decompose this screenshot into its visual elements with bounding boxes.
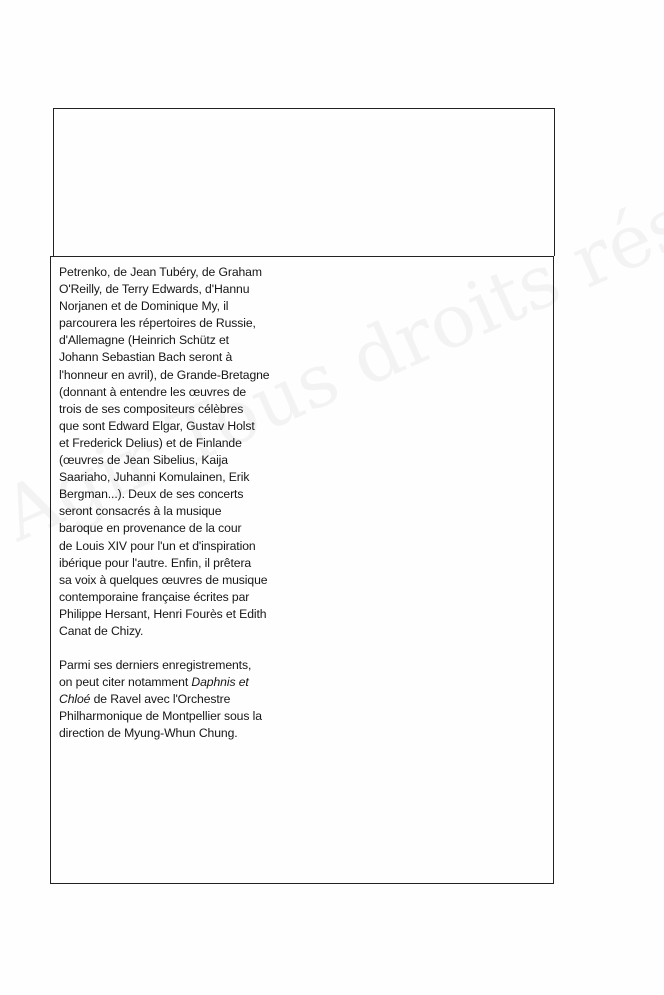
- paragraph-1-line: Saariaho, Juhanni Komulainen, Erik: [59, 470, 250, 485]
- paragraph-1-line: (œuvres de Jean Sibelius, Kaija: [59, 453, 228, 468]
- paragraph-2: [59, 657, 291, 742]
- paragraph-1-line: d'Allemagne (Heinrich Schütz et: [59, 333, 229, 348]
- paragraph-1-line: Norjanen et de Dominique My, il: [59, 299, 229, 314]
- top-frame-box: [53, 108, 555, 256]
- paragraph-1-line: l'honneur en avril), de Grande-Bretagne: [59, 367, 270, 382]
- paragraph-2-line-3: [59, 691, 291, 708]
- paragraph-1-line: Petrenko, de Jean Tubéry, de Graham: [59, 265, 262, 279]
- paragraph-2-line-2: [59, 674, 291, 691]
- paragraph-2-line-4: Philharmonique de Montpellier sous la: [59, 709, 262, 724]
- paragraph-1-line: baroque en provenance de la cour: [59, 521, 242, 536]
- work-title-part-1: Daphnis et: [191, 675, 249, 690]
- paragraph-1-line: seront consacrés à la musique: [59, 504, 222, 519]
- paragraph-1-line: (donnant à entendre les œuvres de: [59, 384, 247, 399]
- paragraph-1-line: et Frederick Delius) et de Finlande: [59, 435, 242, 450]
- paragraph-1-line: que sont Edward Elgar, Gustav Holst: [59, 418, 255, 433]
- paragraph-1-line: Bergman...). Deux de ses concerts: [59, 487, 244, 502]
- paragraph-2-line-2-text: on peut citer notamment: [59, 675, 192, 690]
- paragraph-1-line: Johann Sebastian Bach seront à: [59, 350, 233, 365]
- paragraph-1-line: sa voix à quelques œuvres de musique: [59, 572, 268, 587]
- paragraph-1-line: Philippe Hersant, Henri Fourès et Edith: [59, 606, 267, 621]
- paragraph-1-line: parcourera les répertoires de Russie,: [59, 316, 256, 331]
- paragraph-2-line-1: Parmi ses derniers enregistrements,: [59, 658, 252, 673]
- paragraph-1: [59, 264, 291, 640]
- work-title-part-2: Chloé: [59, 692, 91, 707]
- paragraph-1-line: Canat de Chizy.: [59, 623, 144, 638]
- paragraph-2-line-5: direction de Myung-Whun Chung.: [59, 726, 238, 741]
- paragraph-1-line: ibérique pour l'autre. Enfin, il prêtera: [59, 555, 252, 570]
- paragraph-1-line: trois de ses compositeurs célèbres: [59, 401, 244, 416]
- text-column: [59, 264, 291, 743]
- paragraph-2-line-3-text: de Ravel avec l'Orchestre: [90, 692, 231, 707]
- paragraph-1-line: O'Reilly, de Terry Edwards, d'Hannu: [59, 282, 250, 297]
- paragraph-1-line: contemporaine française écrites par: [59, 589, 250, 604]
- paragraph-1-line: de Louis XIV pour l'un et d'inspiration: [59, 538, 256, 553]
